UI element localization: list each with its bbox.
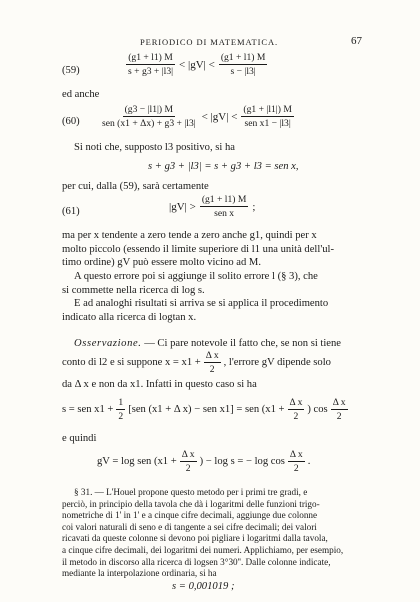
- osservazione-fraction: $\frac{\text{Δ x}}{2}$: [205, 350, 219, 375]
- paragraph-logtan: E ad analoghi risultati si arriva se si applica il procedimento indicato alla ricerca di logtan x.: [62, 298, 329, 323]
- eq59-lhs-fraction: $\frac{(g1 + l1) M}{s + g3 + |l3|}$: [128, 52, 174, 77]
- osservazione-title: Osservazione.: [74, 338, 142, 349]
- equation-final: s = 0,001019 ;: [172, 581, 235, 592]
- text-per-cui: per cui, dalla (59), sarà certamente: [62, 181, 209, 192]
- text-e-quindi: e quindi: [62, 433, 97, 444]
- eq-g-delta-fraction: $\frac{\text{Δ x}}{2}$: [181, 449, 195, 474]
- equation-sum: s + g3 + |l3| = s + g3 + l3 = sen x,: [148, 161, 299, 172]
- equation-61: |gV| > $\frac{(g1 + l1) M}{\text{sen x}}$ ;: [169, 194, 256, 219]
- equation-59: $\frac{(g1 + l1) M}{s + g3 + |l3|}$ < |gV| < $\frac{(g1 + l1) M}{s - |l3|}$: [128, 52, 266, 77]
- equation-60: $\frac{(g3 - |l1|) M}{\text{sen (x1 + Δx) + g3 + |l3|}}$ < |gV| < $\frac{(g1 + |l1|) M}{\text{sen x1 − |l3|}}$: [102, 104, 292, 129]
- eq61-fraction: $\frac{(g1 + l1) M}{\text{sen x}}$: [201, 194, 247, 219]
- equation-label-60: (60): [62, 116, 80, 127]
- paragraph-error: A questo errore poi si aggiunge il solito errore l (§ 3), che si commette nella ricerca di log s.: [62, 271, 318, 296]
- eq60-lhs-fraction: $\frac{(g3 - |l1|) M}{\text{sen (x1 + Δx) + g3 + |l3|}}$: [102, 104, 196, 129]
- osservazione-line3: da Δ x e non da x1. Infatti in questo caso si ha: [62, 379, 257, 390]
- equation-label-61: (61): [62, 206, 80, 217]
- eq-g-cos-fraction: $\frac{\text{Δ x}}{2}$: [289, 449, 303, 474]
- equation-label-59: (59): [62, 65, 80, 76]
- text-si-noti: Si noti che, supposto l3 positivo, si ha: [74, 142, 235, 153]
- equation-g: gV = log sen (x1 + $\frac{\text{Δ x}}{2}$ ) − log s = − log cos $\frac{\text{Δ x}}{2}$ .: [97, 449, 311, 474]
- osservazione-line1: Osservazione. — Ci pare notevole il fatto che, se non si tiene: [74, 338, 341, 349]
- section-31: § 31. — L'Houel propone questo metodo per i primi tre gradi, e perciò, in principio della tavola che dà i logaritmi delle funzioni trigo- nometriche di 1' in 1' e a cinque cifre decimali, aggiunge due colonne coi valori naturali di seno e di tangente a sei cifre decimali; dei valori ricavati da queste colonne si devono poi pigliare i logaritmi dalla tavola, a cinque cifre decimali, dei logaritmi dei numeri. Applichiamo, per esempio, il metodo in discorso alla ricerca di logsen 3°30''. Dalle colonne indicate, mediante la interpolazione ordinaria, si ha: [62, 487, 344, 579]
- eq-s-half: $\frac{1}{2}$: [118, 397, 124, 422]
- running-header: PERIODICO DI MATEMATICA.: [140, 37, 279, 47]
- equation-s: s = sen x1 + $\frac{1}{2}$ [sen (x1 + Δ x) − sen x1] = sen (x1 + $\frac{\text{Δ x}}{2}$ ) cos $\frac{\text{Δ x}}{2}$: [62, 397, 346, 422]
- eq-s-delta-fraction: $\frac{\text{Δ x}}{2}$: [289, 397, 303, 422]
- page-number: 67: [351, 35, 362, 47]
- osservazione-line2: conto di l2 e si suppone x = x1 + $\frac{\text{Δ x}}{2}$ , l'errore gV dipende solo: [62, 350, 331, 375]
- paragraph-limit: ma per x tendente a zero tende a zero anche g1, quindi per x molto piccolo (essendo il limite superiore di l1 una unità dell'ul- timo ordine) gV può essere molto vicino ad M.: [62, 230, 334, 268]
- eq-s-cos-fraction: $\frac{\text{Δ x}}{2}$: [332, 397, 346, 422]
- text-ed-anche: ed anche: [62, 89, 100, 100]
- eq59-rhs-fraction: $\frac{(g1 + l1) M}{s - |l3|}$: [220, 52, 266, 77]
- eq60-rhs-fraction: $\frac{(g1 + |l1|) M}{\text{sen x1 − |l3|}}$: [243, 104, 292, 129]
